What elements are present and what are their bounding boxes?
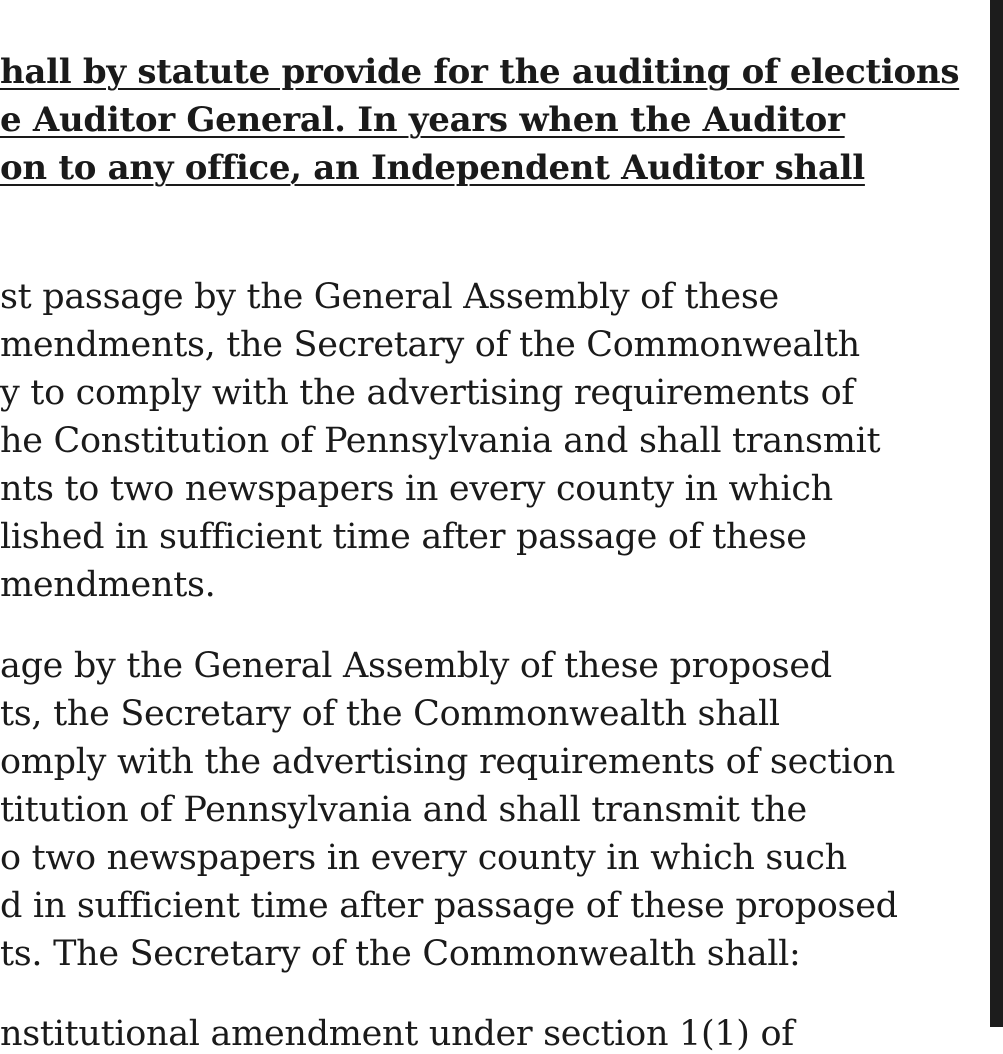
page-edge-border <box>990 0 1003 1027</box>
paragraph-3-partial-line: nstitutional amendment under section 1(1) of <box>0 1014 794 1054</box>
amendment-line-3: on to any office, an Independent Auditor shall <box>0 148 865 188</box>
paragraph-2-line-6: d in sufficient time after passage of these proposed <box>0 886 898 926</box>
amendment-line-1: hall by statute provide for the auditing of elections <box>0 52 960 92</box>
paragraph-2-line-3: omply with the advertising requirements of section <box>0 742 895 782</box>
paragraph-1-line-1: st passage by the General Assembly of these <box>0 277 779 317</box>
paragraph-1-line-5: nts to two newspapers in every county in which <box>0 469 833 509</box>
amendment-line-2: e Auditor General. In years when the Auditor <box>0 100 845 140</box>
paragraph-2-line-2: ts, the Secretary of the Commonwealth shall <box>0 694 780 734</box>
paragraph-2-line-4: titution of Pennsylvania and shall transmit the <box>0 790 807 830</box>
paragraph-1-line-6: lished in sufficient time after passage of these <box>0 517 807 557</box>
paragraph-1-line-4: he Constitution of Pennsylvania and shall transmit <box>0 421 881 461</box>
paragraph-1-line-3: y to comply with the advertising requirements of <box>0 373 855 413</box>
paragraph-1-line-2: mendments, the Secretary of the Commonwealth <box>0 325 860 365</box>
paragraph-2-line-5: o two newspapers in every county in which such <box>0 838 847 878</box>
paragraph-1-line-7: mendments. <box>0 565 216 605</box>
paragraph-2-line-7: ts. The Secretary of the Commonwealth shall: <box>0 934 801 974</box>
paragraph-2-line-1: age by the General Assembly of these proposed <box>0 646 832 686</box>
